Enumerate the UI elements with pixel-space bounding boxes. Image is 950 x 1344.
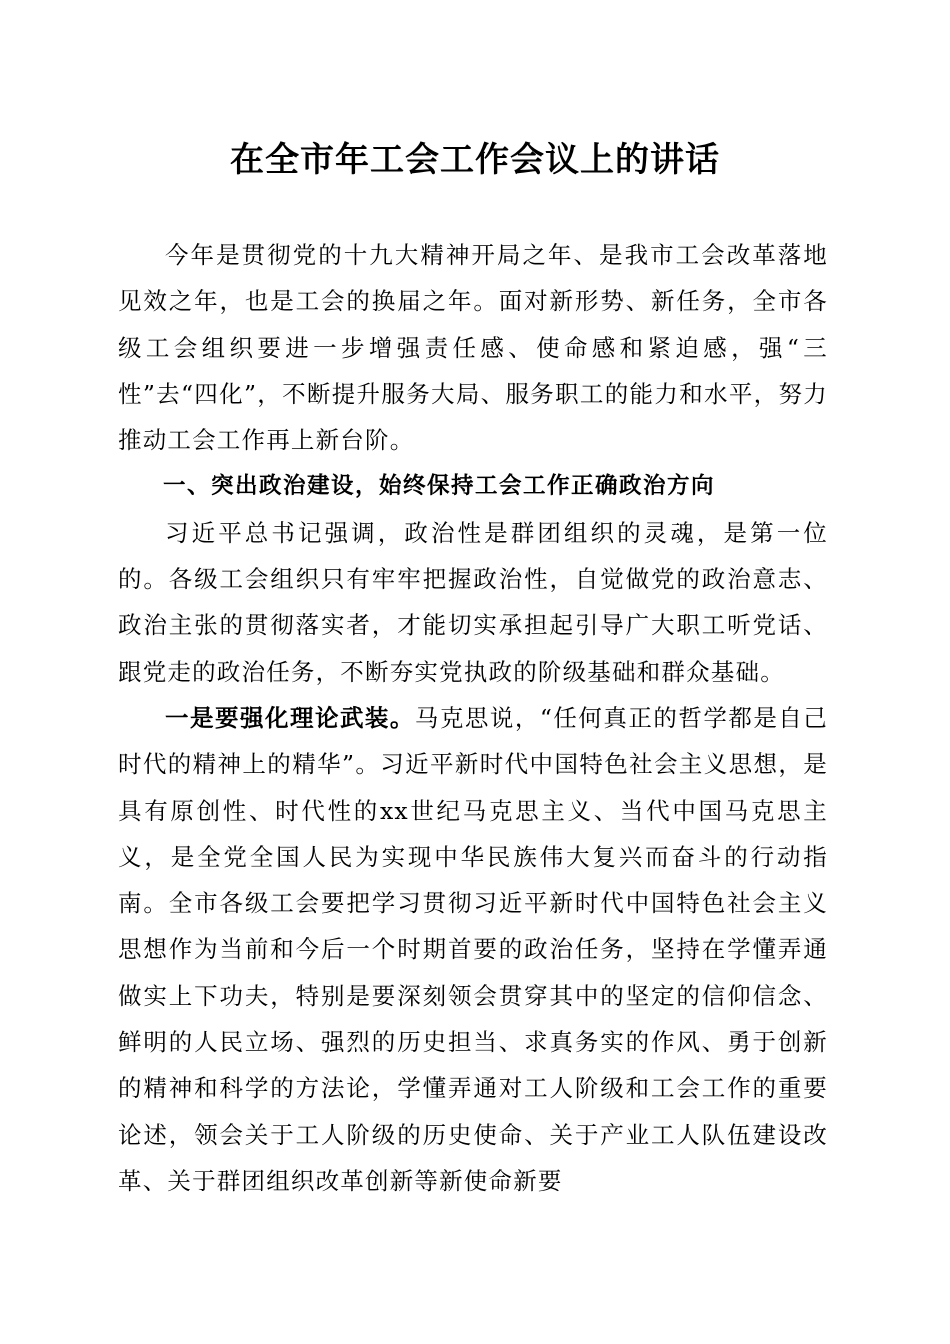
section-1-paragraph: 习近平总书记强调，政治性是群团组织的灵魂，是第一位的。各级工会组织只有牢牢把握政治性，自觉做党的政治意志、政治主张的贯彻落实者，才能切实承担起引导广大职工听党话、跟党走的政治任务，不断夯实党执政的阶级基础和群众基础。	[118, 518, 828, 686]
section-heading-1: 一、突出政治建设，始终保持工会工作正确政治方向	[163, 473, 716, 500]
point-1-lead: 一是要强化理论武装。	[165, 703, 415, 732]
point-1-text: 马克思说，“任何真正的哲学都是自己时代的精神上的精华”。习近平新时代中国特色社会主义思想，是具有原创性、时代性的xx世纪马克思主义、当代中国马克思主义，是全党全国人民为实现中华民族伟大复兴而奋斗的行动指南。全市各级工会要把学习贯彻习近平新时代中国特色社会主义思想作为当前和今后一个时期首要的政治任务，坚持在学懂弄通做实上下功夫，特别是要深刻领会贯穿其中的坚定的信仰信念、鲜明的人民立场、强烈的历史担当、求真务实的作风、勇于创新的精神和科学的方法论，学懂弄通对工人阶级和工会工作的重要论述，领会关于工人阶级的历史使命、关于产业工人队伍建设改革、关于群团组织改革创新等新使命新要	[118, 703, 828, 1195]
point-1-paragraph	[118, 695, 828, 1204]
document-body	[118, 232, 828, 1204]
document-title: 在全市年工会工作会议上的讲话	[230, 140, 720, 180]
intro-paragraph: 今年是贯彻党的十九大精神开局之年、是我市工会改革落地见效之年，也是工会的换届之年。面对新形势、新任务，全市各级工会组织要进一步增强责任感、使命感和紧迫感，强“三性”去“四化”，不断提升服务大局、服务职工的能力和水平，努力推动工会工作再上新台阶。	[118, 241, 828, 455]
